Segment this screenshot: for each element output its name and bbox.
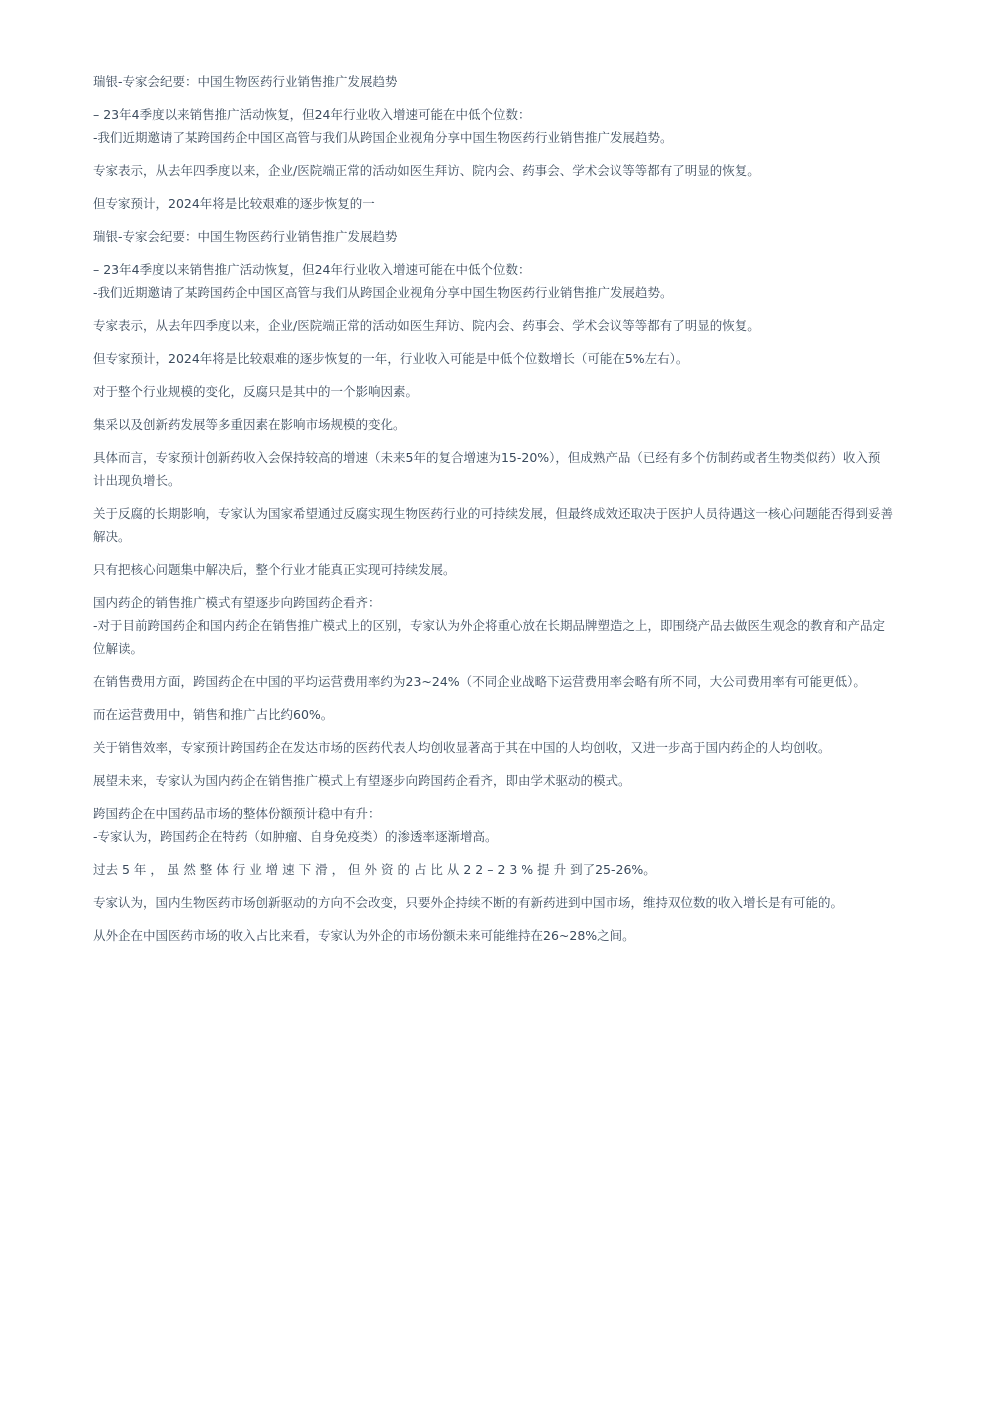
paragraph-spacer (93, 881, 945, 891)
paragraph-spacer (93, 182, 945, 192)
text-line: 专家表示，从去年四季度以来，企业/医院端正常的活动如医生拜访、院内会、药事会、学术会议等等都有了明显的恢复。 (93, 318, 760, 333)
text-line: 解决。 (93, 529, 131, 544)
text-line: 从外企在中国医药市场的收入占比来看，专家认为外企的市场份额未来可能维持在26~28%之间。 (93, 928, 635, 943)
text-line: 过去 5 年 ， 虽 然 整 体 行 业 增 速 下 滑 ， 但 外 资 的 占 比 从 2 2 – 2 3 % 提 升 到了25-26%。 (93, 862, 656, 877)
paragraph-spacer (93, 492, 945, 502)
text-line: 位解读。 (93, 641, 144, 656)
paragraph (93, 858, 945, 881)
paragraph (93, 103, 945, 149)
paragraph (93, 891, 945, 914)
text-line: 国内药企的销售推广模式有望逐步向跨国药企看齐： (93, 595, 381, 610)
paragraph-spacer (93, 337, 945, 347)
text-line: 瑞银-专家会纪要：中国生物医药行业销售推广发展趋势 (93, 74, 398, 89)
paragraph-spacer (93, 914, 945, 924)
text-line: 展望未来，专家认为国内药企在销售推广模式上有望逐步向跨国药企看齐，即由学术驱动的模式。 (93, 773, 631, 788)
paragraph-spacer (93, 759, 945, 769)
paragraph (93, 159, 945, 182)
text-line: 计出现负增长。 (93, 473, 181, 488)
text-line: – 23年4季度以来销售推广活动恢复，但24年行业收入增速可能在中低个位数： (93, 262, 531, 277)
paragraph-spacer (93, 548, 945, 558)
paragraph-spacer (93, 248, 945, 258)
paragraph (93, 802, 945, 848)
paragraph-spacer (93, 693, 945, 703)
text-line: 而在运营费用中，销售和推广占比约60%。 (93, 707, 334, 722)
paragraph-spacer (93, 215, 945, 225)
paragraph (93, 258, 945, 304)
paragraph-spacer (93, 436, 945, 446)
paragraph-spacer (93, 660, 945, 670)
text-line: 但专家预计，2024年将是比较艰难的逐步恢复的一 (93, 196, 375, 211)
text-line: 对于整个行业规模的变化，反腐只是其中的一个影响因素。 (93, 384, 419, 399)
paragraph-spacer (93, 792, 945, 802)
document-body (93, 70, 945, 947)
text-line: -对于目前跨国药企和国内药企在销售推广模式上的区别，专家认为外企将重心放在长期品牌塑造之上，即围绕产品去做医生观念的教育和产品定 (93, 618, 886, 633)
paragraph (93, 413, 945, 436)
text-line: – 23年4季度以来销售推广活动恢复，但24年行业收入增速可能在中低个位数： (93, 107, 531, 122)
paragraph (93, 446, 945, 492)
paragraph-spacer (93, 149, 945, 159)
text-line: 但专家预计，2024年将是比较艰难的逐步恢复的一年，行业收入可能是中低个位数增长（可能在5%左右）。 (93, 351, 689, 366)
paragraph (93, 70, 945, 93)
paragraph (93, 225, 945, 248)
text-line: 关于反腐的长期影响，专家认为国家希望通过反腐实现生物医药行业的可持续发展，但最终成效还取决于医护人员待遇这一核心问题能否得到妥善 (93, 506, 894, 521)
paragraph (93, 703, 945, 726)
paragraph (93, 314, 945, 337)
text-line: 瑞银-专家会纪要：中国生物医药行业销售推广发展趋势 (93, 229, 398, 244)
text-line: 只有把核心问题集中解决后，整个行业才能真正实现可持续发展。 (93, 562, 456, 577)
paragraph-spacer (93, 403, 945, 413)
paragraph-spacer (93, 93, 945, 103)
text-line: 在销售费用方面，跨国药企在中国的平均运营费用率约为23~24%（不同企业战略下运营费用率会略有所不同，大公司费用率有可能更低）。 (93, 674, 866, 689)
paragraph (93, 558, 945, 581)
text-line: 专家认为，国内生物医药市场创新驱动的方向不会改变，只要外企持续不断的有新药进到中国市场，维持双位数的收入增长是有可能的。 (93, 895, 844, 910)
paragraph (93, 769, 945, 792)
paragraph-spacer (93, 581, 945, 591)
paragraph (93, 736, 945, 759)
paragraph-spacer (93, 848, 945, 858)
paragraph (93, 502, 945, 548)
paragraph (93, 924, 945, 947)
paragraph-spacer (93, 304, 945, 314)
paragraph-spacer (93, 370, 945, 380)
paragraph-spacer (93, 726, 945, 736)
text-line: 专家表示，从去年四季度以来，企业/医院端正常的活动如医生拜访、院内会、药事会、学术会议等等都有了明显的恢复。 (93, 163, 760, 178)
paragraph (93, 670, 945, 693)
text-line: 关于销售效率，专家预计跨国药企在发达市场的医药代表人均创收显著高于其在中国的人均创收，又进一步高于国内药企的人均创收。 (93, 740, 831, 755)
paragraph (93, 192, 945, 215)
paragraph (93, 347, 945, 370)
paragraph (93, 591, 945, 660)
text-line: 集采以及创新药发展等多重因素在影响市场规模的变化。 (93, 417, 406, 432)
text-line: -专家认为，跨国药企在特药（如肿瘤、自身免疫类）的渗透率逐渐增高。 (93, 829, 498, 844)
text-line: -我们近期邀请了某跨国药企中国区高管与我们从跨国企业视角分享中国生物医药行业销售推广发展趋势。 (93, 130, 673, 145)
paragraph (93, 380, 945, 403)
text-line: 具体而言，专家预计创新药收入会保持较高的增速（未来5年的复合增速为15-20%），但成熟产品（已经有多个仿制药或者生物类似药）收入预 (93, 450, 881, 465)
text-line: -我们近期邀请了某跨国药企中国区高管与我们从跨国企业视角分享中国生物医药行业销售推广发展趋势。 (93, 285, 673, 300)
text-line: 跨国药企在中国药品市场的整体份额预计稳中有升： (93, 806, 381, 821)
